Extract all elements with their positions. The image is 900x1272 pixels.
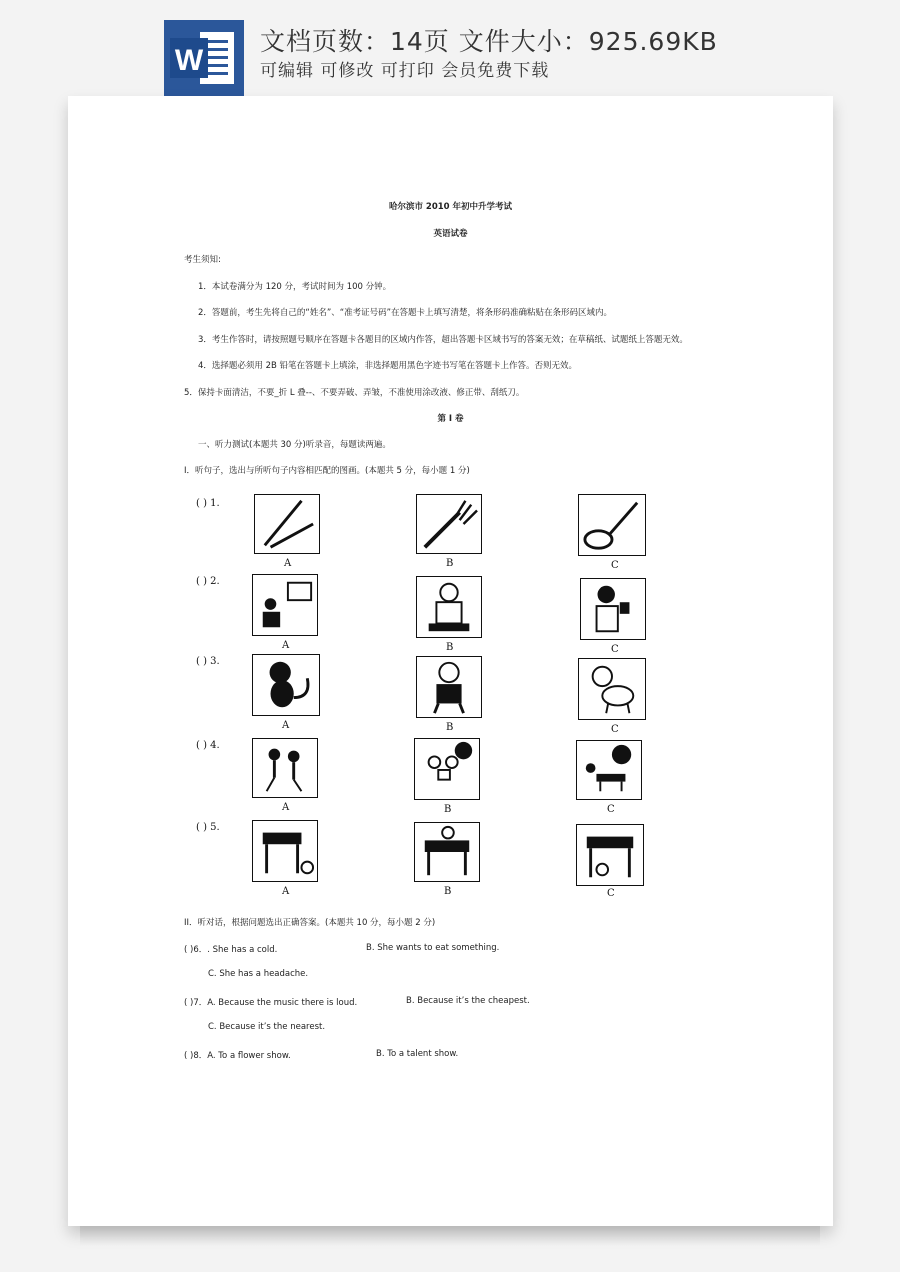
question-6: ( )6．. She has a cold.	[184, 945, 278, 955]
question-6-option-b: B. She wants to eat something.	[366, 943, 500, 953]
question-6-option-c: C. She has a headache.	[208, 969, 309, 979]
picture-children-reading	[414, 738, 480, 800]
option-letter: B	[446, 642, 454, 653]
picture-ball-on-desk	[414, 822, 480, 882]
notice-item: 5．保持卡面清洁，不要_折 L 叠--、不要弄破、弄皱，不准使用涂改液、修正带、刮纸刀。	[184, 388, 525, 398]
picture-fork	[416, 494, 482, 554]
picture-cooking	[416, 576, 482, 638]
option-letter: C	[611, 560, 619, 571]
option-letter: C	[607, 888, 615, 899]
option-letter: B	[446, 722, 454, 733]
picture-chopsticks	[254, 494, 320, 554]
option-letter: A	[282, 640, 290, 651]
section-instruction: I．听句子，选出与所听句子内容相匹配的图画。(本题共 5 分，每小题 1 分)	[184, 466, 470, 476]
picture-monkey	[252, 654, 320, 716]
option-letter: A	[282, 886, 290, 897]
option-letter: A	[282, 802, 290, 813]
question-label: ( ) 1.	[196, 498, 220, 509]
option-letter: A	[282, 720, 290, 731]
part-title: 第 I 卷	[437, 414, 464, 424]
notice-heading: 考生须知:	[184, 255, 221, 265]
notice-item: 3．考生作答时，请按照题号顺序在答题卡各题目的区域内作答，超出答题卡区域书写的答案无效；在草稿纸、试题纸上答题无效。	[198, 335, 688, 345]
svg-text:W: W	[174, 44, 204, 77]
notice-item: 2．答题前，考生先将自己的“姓名”、“准考证号码”在答题卡上填写清楚，将条形码准确粘贴在条形码区域内。	[198, 308, 613, 318]
picture-drinking	[580, 578, 646, 640]
page-shadow	[80, 1226, 820, 1246]
word-document-icon	[164, 20, 244, 96]
exam-subtitle: 英语试卷	[433, 229, 468, 239]
question-7-option-c: C. Because it’s the nearest.	[208, 1022, 326, 1032]
picture-ball-beside-desk	[252, 820, 318, 882]
picture-dog	[578, 658, 646, 720]
question-7-option-b: B. Because it’s the cheapest.	[406, 996, 530, 1006]
download-banner	[0, 0, 900, 96]
file-info-subtitle: 可编辑 可修改 可打印 会员免费下载	[260, 61, 550, 81]
option-letter: C	[607, 804, 615, 815]
option-letter: C	[611, 644, 619, 655]
notice-item: 4．选择题必须用 2B 铅笔在答题卡上填涂，非选择题用黑色字迹书写笔在答题卡上作答。否则无效。	[198, 361, 578, 371]
exam-title: 哈尔滨市 2010 年初中升学考试	[388, 202, 513, 212]
section-instruction: II．听对话，根据问题选出正确答案。(本题共 10 分，每小题 2 分)	[184, 918, 436, 928]
option-letter: B	[444, 804, 452, 815]
question-label: ( ) 5.	[196, 822, 220, 833]
notice-item: 1．本试卷满分为 120 分，考试时间为 100 分钟。	[198, 282, 392, 292]
question-label: ( ) 2.	[196, 576, 220, 587]
option-letter: A	[284, 558, 292, 569]
document-page	[68, 96, 833, 1226]
question-8: ( )8．A. To a flower show.	[184, 1051, 291, 1061]
picture-tiger	[416, 656, 482, 718]
picture-ladle	[578, 494, 646, 556]
option-letter: C	[611, 724, 619, 735]
section-heading: 一、听力测试(本题共 30 分)听录音，每题读两遍。	[198, 440, 391, 450]
picture-watching-tv	[252, 574, 318, 636]
question-label: ( ) 4.	[196, 740, 220, 751]
file-info-title: 文档页数：14页 文件大小：925.69KB	[260, 27, 718, 56]
picture-ball-under-desk	[576, 824, 644, 886]
picture-children-walking	[252, 738, 318, 798]
option-letter: B	[444, 886, 452, 897]
question-7: ( )7．A. Because the music there is loud.	[184, 998, 358, 1008]
picture-children-table	[576, 740, 642, 800]
question-label: ( ) 3.	[196, 656, 220, 667]
option-letter: B	[446, 558, 454, 569]
question-8-option-b: B. To a talent show.	[376, 1049, 459, 1059]
